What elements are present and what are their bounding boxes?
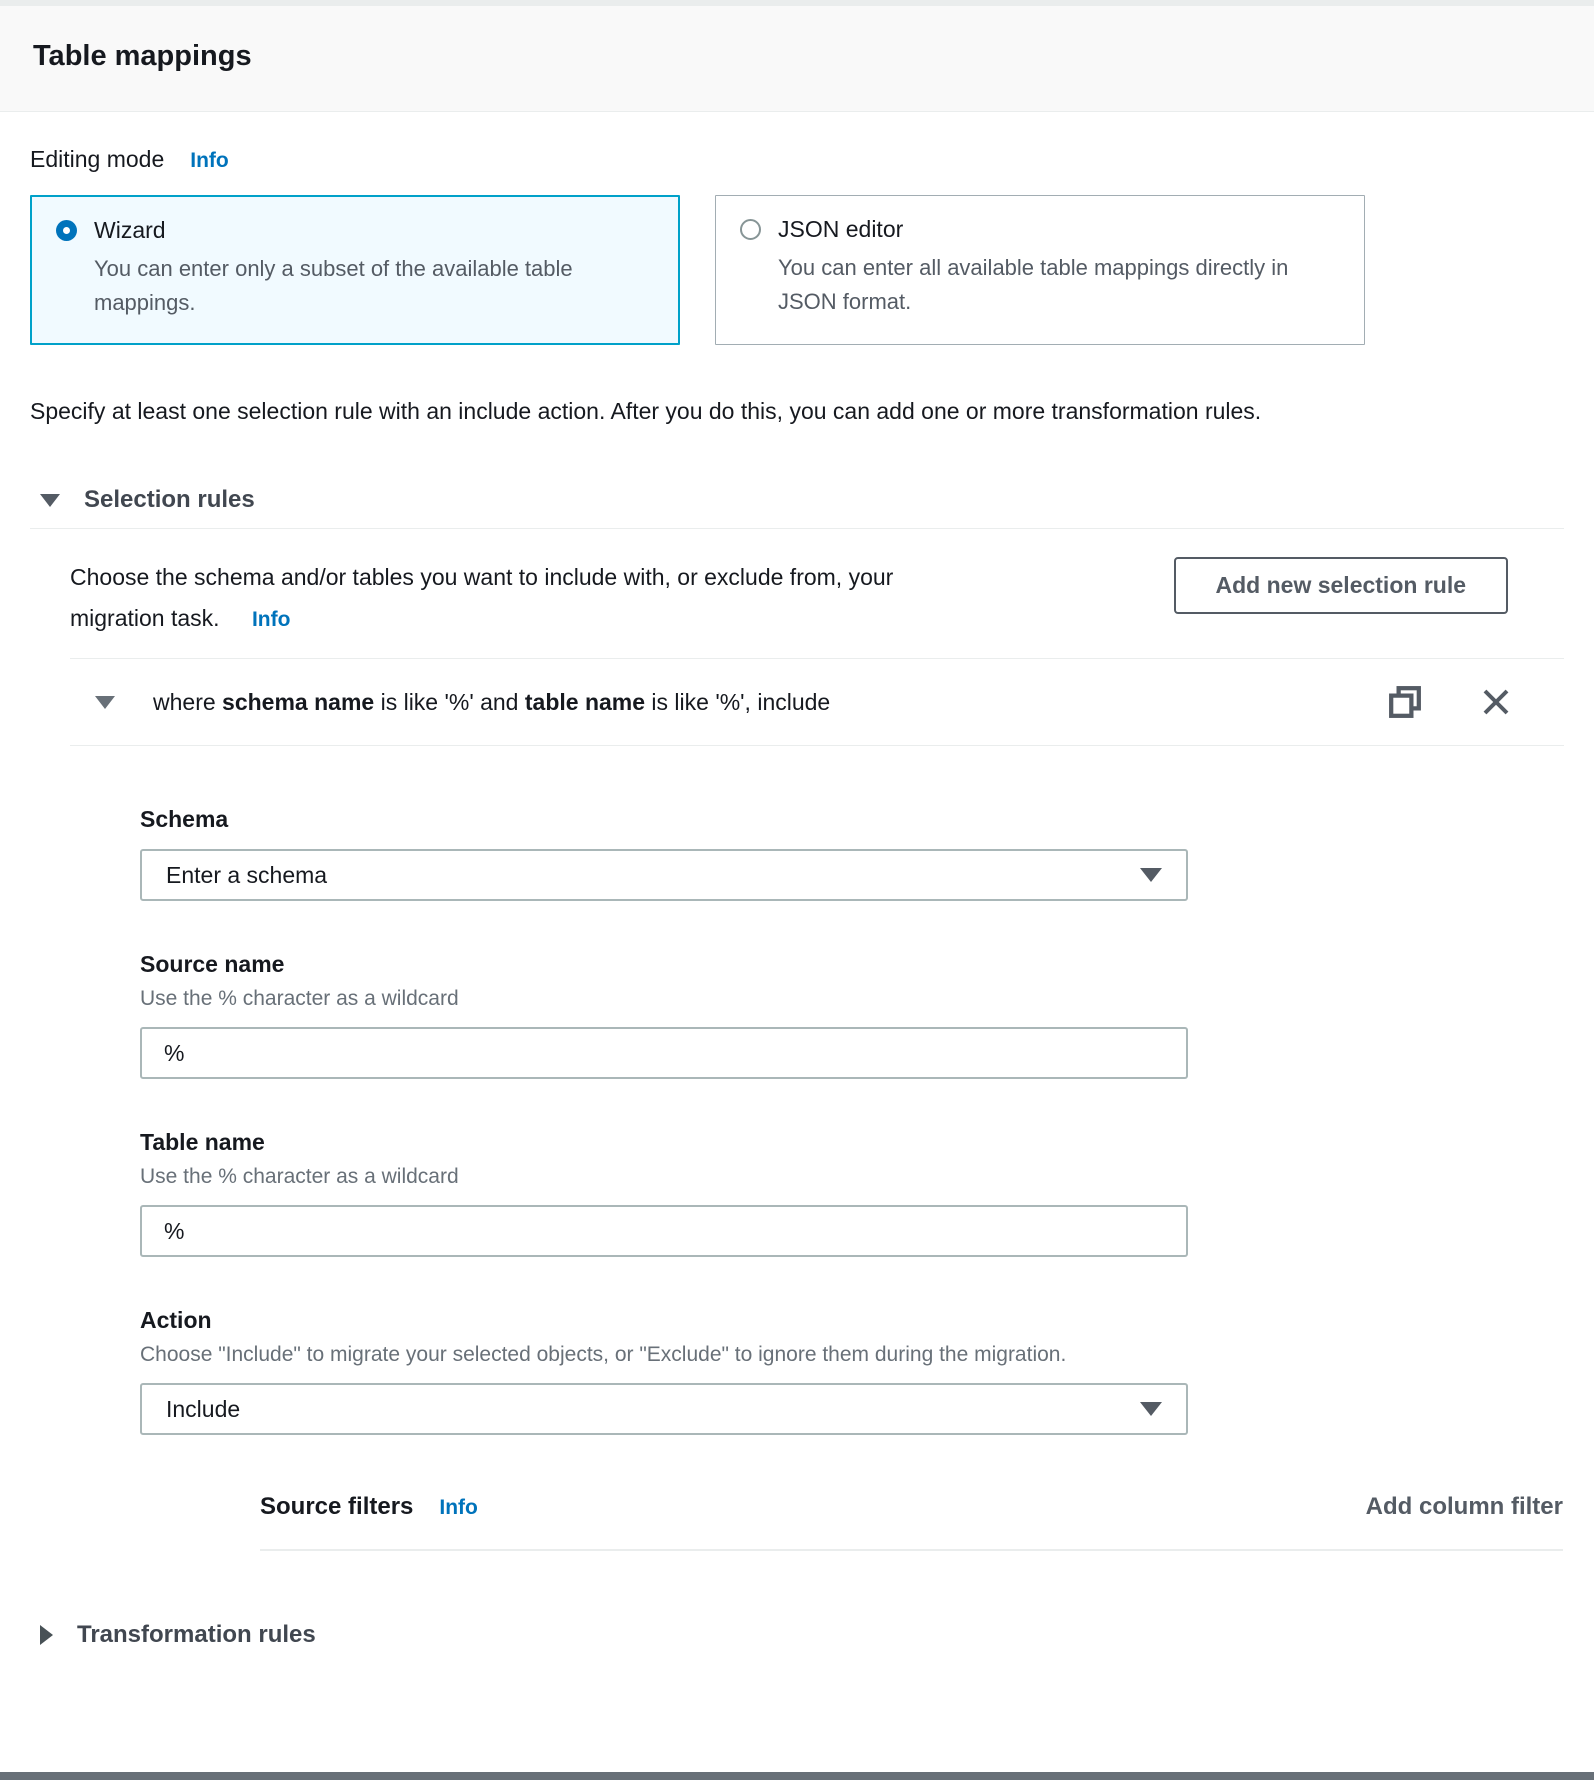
table-name-constraint: Use the % character as a wildcard	[140, 1165, 459, 1188]
action-label: Action	[140, 1307, 212, 1333]
source-filters-info-link[interactable]: Info	[439, 1496, 478, 1519]
editing-mode-label: Editing mode	[30, 146, 165, 172]
radio-button-json-editor[interactable]	[740, 219, 761, 240]
selection-rules-description	[70, 557, 980, 640]
schema-label: Schema	[140, 806, 229, 832]
source-filters-divider	[260, 1549, 1563, 1551]
intro-text: Specify at least one selection rule with an include action. After you do this, you can add one or more transformation rules.	[30, 398, 1262, 424]
bottom-bar-divider	[0, 1772, 1594, 1780]
radio-card-json-editor[interactable]	[715, 195, 1365, 345]
wizard-option-description: You can enter only a subset of the available table mappings.	[94, 256, 573, 315]
copy-rule-icon[interactable]	[1388, 685, 1422, 719]
add-column-filter-button[interactable]: Add column filter	[1365, 1493, 1563, 1520]
action-constraint: Choose "Include" to migrate your selected objects, or "Exclude" to ignore them during the migration.	[140, 1343, 1067, 1366]
chevron-down-icon	[1140, 868, 1162, 882]
wizard-option-label: Wizard	[94, 217, 166, 243]
json-editor-option-description: You can enter all available table mappings directly in JSON format.	[778, 255, 1289, 314]
source-name-label: Source name	[140, 951, 285, 977]
radio-button-wizard[interactable]	[56, 220, 77, 241]
selection-rules-info-link[interactable]: Info	[251, 608, 291, 631]
rule-summary-table-field: table name	[524, 688, 646, 715]
selection-rules-title: Selection rules	[84, 486, 255, 513]
json-editor-option-label: JSON editor	[778, 216, 904, 242]
rule-header-row	[70, 659, 1564, 745]
selection-rules-header[interactable]	[30, 486, 1564, 514]
schema-select[interactable]	[140, 849, 1188, 901]
selection-rules-description-text: Choose the schema and/or tables you want to include with, or exclude from, your migration task.	[70, 564, 894, 631]
schema-select-value: Enter a schema	[166, 861, 328, 888]
caret-down-icon	[40, 494, 60, 507]
transformation-rules-header[interactable]	[30, 1621, 1564, 1649]
action-select[interactable]	[140, 1383, 1188, 1435]
page-title: Table mappings	[33, 40, 252, 72]
add-new-selection-rule-button[interactable]: Add new selection rule	[1174, 557, 1509, 614]
rule-summary-text: is like '%' and	[374, 688, 525, 715]
source-name-constraint: Use the % character as a wildcard	[140, 987, 459, 1010]
chevron-down-icon	[1140, 1402, 1162, 1416]
rule-caret-down-icon[interactable]	[95, 696, 115, 709]
caret-right-icon	[40, 1625, 53, 1645]
rule-summary-text: where	[153, 688, 223, 715]
rule-summary-text: is like '%', include	[645, 688, 831, 715]
source-name-input[interactable]	[140, 1027, 1188, 1079]
editing-mode-info-link[interactable]: Info	[190, 149, 229, 172]
transformation-rules-title: Transformation rules	[77, 1621, 316, 1648]
panel-header	[0, 6, 1594, 112]
rule-summary	[153, 689, 830, 716]
remove-rule-icon[interactable]	[1480, 686, 1512, 718]
table-name-label: Table name	[140, 1129, 265, 1155]
source-filters-label: Source filters	[260, 1493, 414, 1520]
table-name-input[interactable]	[140, 1205, 1188, 1257]
rule-summary-schema-field: schema name	[222, 688, 375, 715]
action-select-value: Include	[166, 1395, 241, 1422]
section-divider	[30, 528, 1564, 529]
radio-card-wizard[interactable]	[30, 195, 680, 345]
rule-divider-bottom	[70, 745, 1564, 746]
